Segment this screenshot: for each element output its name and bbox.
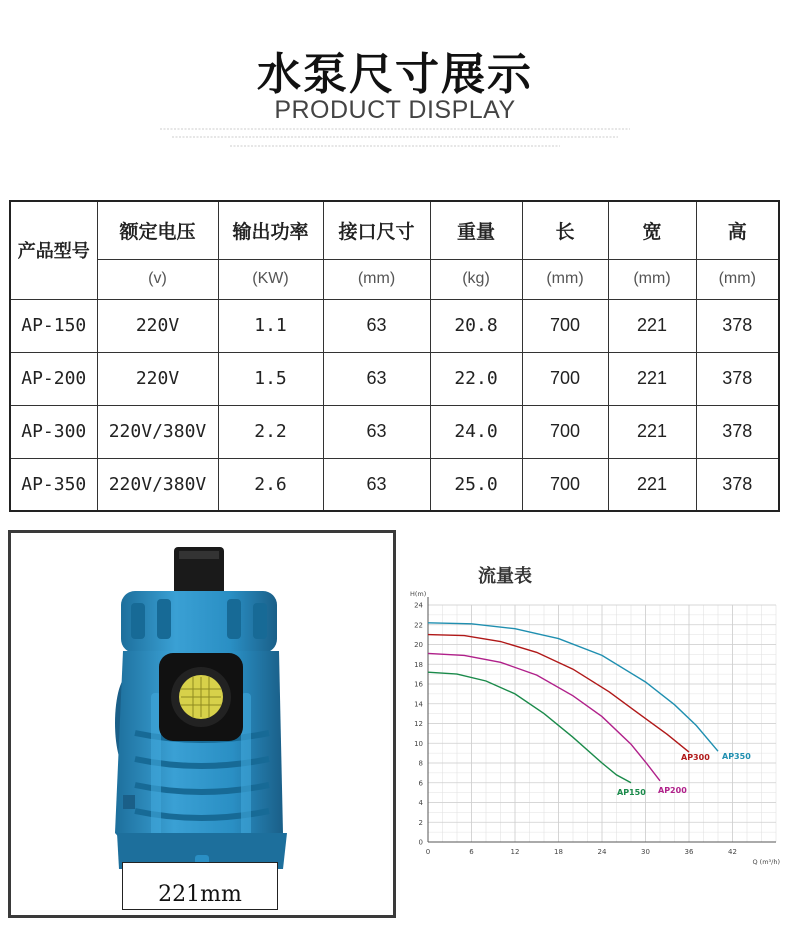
col-header: 重量 [430,201,522,259]
x-tick-label: 30 [641,848,650,856]
x-axis-label: Q (m³/h) [752,858,780,865]
weight-cell: 24.0 [430,405,522,458]
x-tick-label: 0 [425,848,431,856]
voltage-cell: 220V [97,352,218,405]
page-title: 水泵尺寸展示 [257,49,533,100]
port-cell: 63 [323,299,430,352]
table-header-row [10,201,779,259]
unit-cell: (mm) [696,259,779,299]
col-header: 长 [522,201,608,259]
length-cell: 700 [522,352,608,405]
y-axis-label: H(m) [410,590,427,598]
col-header: 宽 [608,201,696,259]
y-tick-label: 2 [418,818,423,827]
y-tick-label: 8 [418,759,423,768]
port-cell: 63 [323,405,430,458]
decorative-text-lines [160,125,630,155]
voltage-cell: 220V [97,299,218,352]
power-cell: 1.5 [218,352,323,405]
x-tick-label: 18 [554,848,563,856]
height-cell: 378 [696,405,779,458]
col-header: 额定电压 [97,201,218,259]
series-label-ap350: AP350 [722,752,751,762]
series-label-ap300: AP300 [681,753,710,763]
dimension-label: 221mm [158,882,242,907]
model-cell: AP-350 [10,458,97,511]
series-label-ap200: AP200 [658,785,687,795]
x-tick-label: 24 [597,848,607,856]
x-tick-label: 6 [469,848,474,856]
pump-illustration [11,533,393,915]
width-cell: 221 [608,352,696,405]
voltage-cell: 220V/380V [97,405,218,458]
power-cell: 1.1 [218,299,323,352]
product-photo [8,530,396,918]
y-tick-label: 14 [414,700,423,709]
voltage-cell: 220V/380V [97,458,218,511]
model-cell: AP-200 [10,352,97,405]
y-tick-label: 0 [418,838,423,847]
power-cell: 2.2 [218,405,323,458]
y-tick-label: 18 [414,660,423,669]
port-cell: 63 [323,458,430,511]
series-label-ap150: AP150 [617,787,646,797]
power-cell: 2.6 [218,458,323,511]
table-row [10,458,779,511]
y-tick-label: 22 [414,621,423,630]
height-cell: 378 [696,352,779,405]
model-cell: AP-150 [10,299,97,352]
flow-chart [395,585,790,865]
length-cell: 700 [522,405,608,458]
col-header: 输出功率 [218,201,323,259]
height-cell: 378 [696,458,779,511]
length-cell: 700 [522,299,608,352]
col-header: 高 [696,201,779,259]
page-subtitle: PRODUCT DISPLAY [274,96,516,124]
model-cell: AP-300 [10,405,97,458]
unit-cell: (mm) [608,259,696,299]
y-tick-label: 24 [414,601,423,610]
spec-table [9,200,780,512]
table-row [10,299,779,352]
unit-cell: (kg) [430,259,522,299]
y-tick-label: 6 [418,779,423,788]
length-cell: 700 [522,458,608,511]
unit-cell: (v) [97,259,218,299]
col-header: 接口尺寸 [323,201,430,259]
unit-cell: (mm) [323,259,430,299]
width-cell: 221 [608,299,696,352]
model-header: 产品型号 [10,201,97,299]
chart-title: 流量表 [478,566,532,587]
y-tick-label: 10 [414,739,423,748]
y-tick-label: 16 [414,680,423,689]
table-unit-row [10,259,779,299]
port-cell: 63 [323,352,430,405]
y-tick-label: 12 [414,720,423,728]
unit-cell: (KW) [218,259,323,299]
weight-cell: 20.8 [430,299,522,352]
table-row [10,405,779,458]
unit-cell: (mm) [522,259,608,299]
table-row [10,352,779,405]
height-cell: 378 [696,299,779,352]
y-tick-label: 4 [418,799,423,807]
width-cell: 221 [608,405,696,458]
x-tick-label: 36 [684,848,694,856]
x-tick-label: 12 [510,848,520,856]
y-tick-label: 20 [414,641,423,649]
weight-cell: 25.0 [430,458,522,511]
width-cell: 221 [608,458,696,511]
weight-cell: 22.0 [430,352,522,405]
x-tick-label: 42 [728,848,737,856]
